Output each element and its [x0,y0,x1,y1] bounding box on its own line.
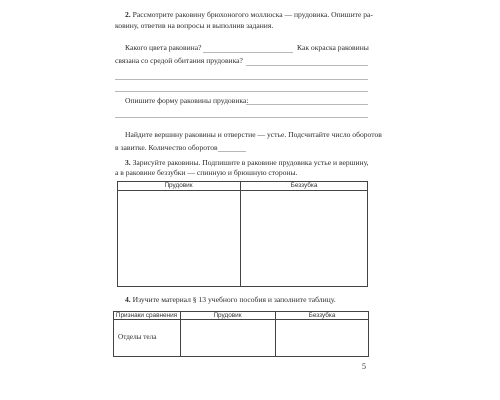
task3-number: 3. [125,158,131,167]
task2-line2: ковину, ответив на вопросы и выполнив задания. [115,21,274,30]
answer-line-turns[interactable] [218,151,246,152]
question-color: Какого цвета раковина? [125,43,202,52]
answer-line-shape[interactable] [246,104,368,105]
drawing-area-pond-snail[interactable] [118,191,239,286]
row-body-sections-label: Отделы тела [118,333,157,341]
answer-line-color[interactable] [203,52,293,53]
answer-line-1[interactable] [115,79,368,80]
answer-line-3[interactable] [115,117,368,118]
answer-line-habitat[interactable] [246,65,368,66]
comparison-header-pond-snail: Прудовик [213,311,242,319]
task4-number: 4. [125,295,131,304]
question-color-tail: Как окраска раковины [297,43,369,52]
comparison-header-features: Признаки сравнения [115,311,178,319]
comparison-header-mussel: Беззубка [308,311,336,319]
question-habitat: связана со средой обитания прудовика? [115,56,243,65]
cell-body-sections-pond-snail[interactable] [181,320,274,356]
page-number: 5 [362,362,366,371]
task2-line1: 2. Рассмотрите раковину брюхоногого моллюска — прудовика. Опишите ра- [125,10,373,19]
task3-line1: 3. Зарисуйте раковины. Подпишите в раковине прудовика устье и вершину, [125,158,369,167]
question-apex-line1: Найдите вершину раковины и отверстие — устье. Подсчитайте число оборотов [125,130,382,139]
answer-line-2[interactable] [115,91,368,92]
task4-line1: 4. Изучите материал § 13 учебного пособия и заполните таблицу. [125,295,336,304]
question-apex-line2: в завитке. Количество оборотов [115,143,218,152]
task2-number: 2. [125,10,131,19]
drawing-area-mussel[interactable] [241,191,367,286]
cell-body-sections-mussel[interactable] [276,320,368,356]
task3-line2: а в раковине беззубки — спинную и брюшную стороны. [115,168,298,177]
question-shape: Опишите форму раковины прудовика: [125,96,249,105]
drawing-header-pond-snail: Прудовик [164,182,193,189]
drawing-header-mussel: Беззубка [290,182,318,189]
